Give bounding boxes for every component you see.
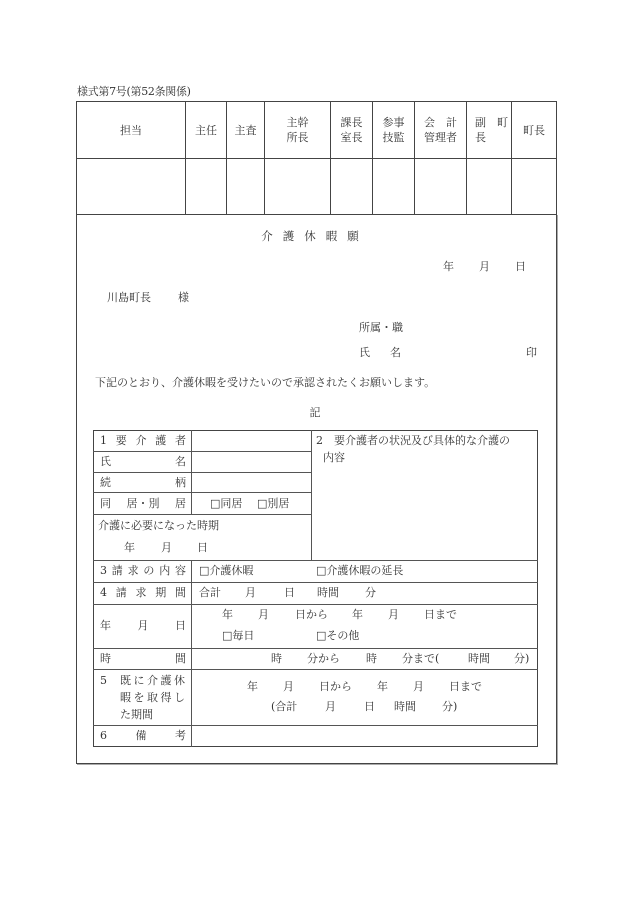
- s3-label: 3 請 求 の 内 容: [100, 564, 186, 577]
- from-year-label: 年: [222, 608, 233, 621]
- stamp-cell-shukan[interactable]: [265, 159, 331, 215]
- care-leave-checkbox[interactable]: □介護休暇: [199, 564, 254, 577]
- to-hour-label: 時: [366, 652, 377, 665]
- approval-header-kaikei: 会 計 管理者: [415, 102, 467, 159]
- date-row-label: 年 月 日: [100, 619, 186, 632]
- from-hour-label: 時: [271, 652, 282, 665]
- seal-label: 印: [526, 346, 537, 359]
- from-day-label: 日から: [295, 608, 328, 621]
- relation-label: 続 柄: [100, 476, 186, 489]
- remarks-field[interactable]: [192, 726, 537, 746]
- stamp-cell-shunin[interactable]: [186, 159, 227, 215]
- taken-from-month-label: 月: [283, 680, 294, 693]
- taken-total-month-label: 月: [325, 700, 336, 713]
- taken-from-year-label: 年: [247, 680, 258, 693]
- stamp-cell-kaikei[interactable]: [415, 159, 467, 215]
- approval-stamp-row: [77, 159, 557, 215]
- stamp-cell-fukucho[interactable]: [467, 159, 512, 215]
- divider: [93, 669, 538, 670]
- living-status-label: 同 居・別 居: [100, 497, 186, 510]
- every-day-checkbox[interactable]: □毎日: [222, 629, 255, 642]
- taken-total-minutes-label: 分): [442, 700, 458, 713]
- to-year-label: 年: [352, 608, 363, 621]
- approval-header-shusa: 主査: [227, 102, 265, 159]
- total-month-label: 月: [245, 586, 256, 599]
- duration-minutes-label: 分): [514, 652, 530, 665]
- care-leave-extension-checkbox[interactable]: □介護休暇の延長: [316, 564, 404, 577]
- caregiver-field[interactable]: [192, 431, 310, 450]
- needed-year-label: 年: [124, 541, 135, 554]
- department-label: 所属・職: [359, 321, 403, 334]
- from-minute-label: 分から: [307, 652, 340, 665]
- divider: [93, 648, 538, 649]
- care-details-field[interactable]: [312, 466, 537, 559]
- s5-label-line3: た期間: [120, 708, 153, 721]
- stamp-cell-tanto[interactable]: [77, 159, 186, 215]
- approval-header-sanji: 参事 技監: [373, 102, 415, 159]
- date-day-label: 日: [515, 260, 526, 273]
- divider: [93, 560, 538, 561]
- taken-to-month-label: 月: [413, 680, 424, 693]
- s4-label: 4 請 求 期 間: [100, 586, 186, 599]
- to-day-label: 日まで: [424, 608, 457, 621]
- caregiver-name-field[interactable]: [192, 452, 310, 471]
- living-separately-checkbox[interactable]: □別居: [257, 497, 290, 510]
- needed-period-label: 介護に必要になった時期: [98, 519, 219, 532]
- date-month-label: 月: [479, 260, 490, 273]
- form-title: 介護休暇願: [261, 229, 369, 243]
- living-together-checkbox[interactable]: □同居: [210, 497, 243, 510]
- request-text: 下記のとおり、介護休暇を受けたいので承認されたくお願いします。: [95, 376, 436, 389]
- approval-header-kacho: 課長 室長: [331, 102, 373, 159]
- total-minutes-label: 分: [365, 586, 376, 599]
- divider: [93, 604, 538, 605]
- approval-header-row: [77, 102, 557, 159]
- approval-stamp-table: [76, 101, 557, 215]
- divider: [93, 514, 311, 515]
- form-caption: 様式第7号(第52条関係): [77, 85, 191, 98]
- s6-label: 6 備 考: [100, 729, 186, 742]
- taken-total-label: (合計: [271, 700, 298, 713]
- stamp-cell-kacho[interactable]: [331, 159, 373, 215]
- approval-header-tanto: 担当: [77, 102, 186, 159]
- other-checkbox[interactable]: □その他: [316, 629, 360, 642]
- to-month-label: 月: [388, 608, 399, 621]
- addressee: 川島町長: [107, 291, 151, 304]
- ki-label: 記: [309, 406, 321, 419]
- s2-label-cont: 内容: [323, 451, 345, 464]
- needed-month-label: 月: [161, 541, 172, 554]
- addressee-honorific: 様: [178, 291, 189, 304]
- from-month-label: 月: [258, 608, 269, 621]
- divider: [191, 560, 192, 747]
- approval-header-shunin: 主任: [186, 102, 227, 159]
- approval-header-chocho: 町長: [512, 102, 557, 159]
- taken-to-day-label: 日まで: [449, 680, 482, 693]
- duration-hours-label: 時間: [468, 652, 490, 665]
- total-day-label: 日: [284, 586, 295, 599]
- taken-to-year-label: 年: [377, 680, 388, 693]
- approval-header-shukan: 主幹 所長: [265, 102, 331, 159]
- name-label: 氏名: [359, 346, 421, 359]
- s1-label: 1 要 介 護 者: [100, 434, 186, 447]
- date-year-label: 年: [443, 260, 454, 273]
- stamp-cell-sanji[interactable]: [373, 159, 415, 215]
- s2-label: 2 要介護者の状況及び具体的な介護の: [316, 434, 510, 447]
- taken-total-day-label: 日: [364, 700, 375, 713]
- stamp-cell-chocho[interactable]: [512, 159, 557, 215]
- taken-total-hours-label: 時間: [394, 700, 416, 713]
- needed-day-label: 日: [197, 541, 208, 554]
- time-row-label: 時 間: [100, 652, 186, 665]
- total-label: 合計: [199, 586, 221, 599]
- total-hours-label: 時間: [317, 586, 339, 599]
- s5-number: 5: [100, 674, 107, 687]
- relation-field[interactable]: [192, 473, 310, 491]
- to-minute-label: 分まで(: [402, 652, 440, 665]
- approval-header-fukucho: 副 町 長: [467, 102, 512, 159]
- s5-label-line2: 暇を取得し: [120, 691, 188, 704]
- divider: [93, 492, 311, 493]
- caregiver-name-label: 氏 名: [100, 455, 186, 468]
- divider: [93, 582, 538, 583]
- stamp-cell-shusa[interactable]: [227, 159, 265, 215]
- s5-label-line1: 既に介護休: [120, 674, 188, 687]
- taken-from-day-label: 日から: [319, 680, 352, 693]
